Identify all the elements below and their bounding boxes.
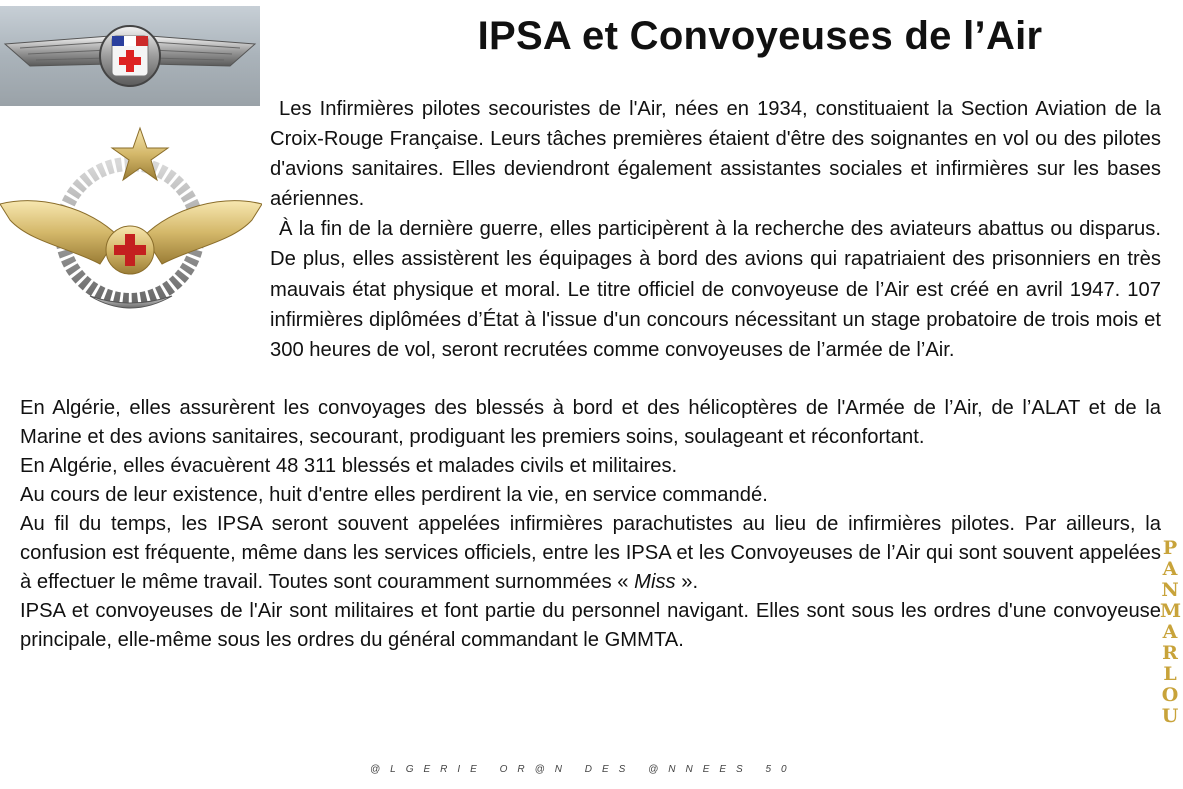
body-text (20, 394, 1161, 655)
signature-letter: P (1162, 537, 1178, 559)
signature-letter: N (1161, 579, 1179, 601)
ipsa-wings-badge-icon (0, 6, 260, 106)
paragraph: En Algérie, elles assurèrent les convoyages des blessés à bord et des hélicoptères de l'Armée de l’Air, de l’ALAT et de la Marine et des avions sanitaires, secourant, prodiguant les premiers soins, soulageant et réconfortant. (20, 397, 1161, 448)
intro-text (270, 94, 1161, 365)
paragraph: En Algérie, elles évacuèrent 48 311 blessés et malades civils et militaires. (20, 455, 678, 477)
signature-letter: L (1163, 663, 1177, 685)
convoyeuse-wings-badge-icon (0, 124, 262, 324)
paragraph: Au cours de leur existence, huit d'entre elles perdirent la vie, en service commandé. (20, 484, 768, 506)
paragraph-miss (20, 510, 1161, 597)
italic-text: Miss (634, 571, 676, 593)
paragraph: Les Infirmières pilotes secouristes de l'Air, nées en 1934, constituaient la Section Aviation de la Croix-Rouge Française. Leurs tâches premières étaient d'être des soignantes en vol ou des pilotes d'avions sanitaires. Elles deviendront également assistantes sociales et infirmières sur les bases aériennes. (270, 98, 1161, 211)
signature-letter: O (1161, 684, 1179, 706)
signature-letter: U (1161, 705, 1179, 727)
signature-letter: M (1160, 600, 1182, 622)
paragraph: IPSA et convoyeuses de l'Air sont militaires et font partie du personnel navigant. Elles sont sous les ordres d'une convoyeuse principale, elle-même sous les ordres du général commandant le GMMTA. (20, 600, 1161, 651)
signature-letter: R (1162, 642, 1178, 664)
page-title: IPSA et Convoyeuses de l’Air (477, 14, 1043, 58)
paragraph: À la fin de la dernière guerre, elles participèrent à la recherche des aviateurs abattus ou disparus. De plus, elles assistèrent les équipages à bord des avions qui rapatriaient des prisonniers en très mauvais état physique et moral. Le titre officiel de convoyeuse de l’Air est créé en avril 1947. 107 infirmières diplômées d’État à l'issue d'un concours nécessitant un stage probatoire de trois mois et 300 heures de vol, seront recrutées comme convoyeuses de l’armée de l’Air. (270, 218, 1161, 361)
text-segment: Au fil du temps, les IPSA seront souvent appelées infirmières parachutistes au lieu de infirmières pilotes. Par ailleurs, la confusion est fréquente, même dans les services officiels, entre les IPSA et les Convoyeuses de l’Air qui sont souvent appelées à effectuer le même travail. Toutes sont couramment surnommées « (20, 513, 1161, 593)
footer: @LGERIE OR@N DES @NNEES 50 (370, 764, 797, 775)
signature-letter: A (1162, 558, 1178, 580)
signature-letter: A (1162, 621, 1178, 643)
text-segment: ». (675, 571, 699, 593)
side-signature (1160, 538, 1180, 727)
